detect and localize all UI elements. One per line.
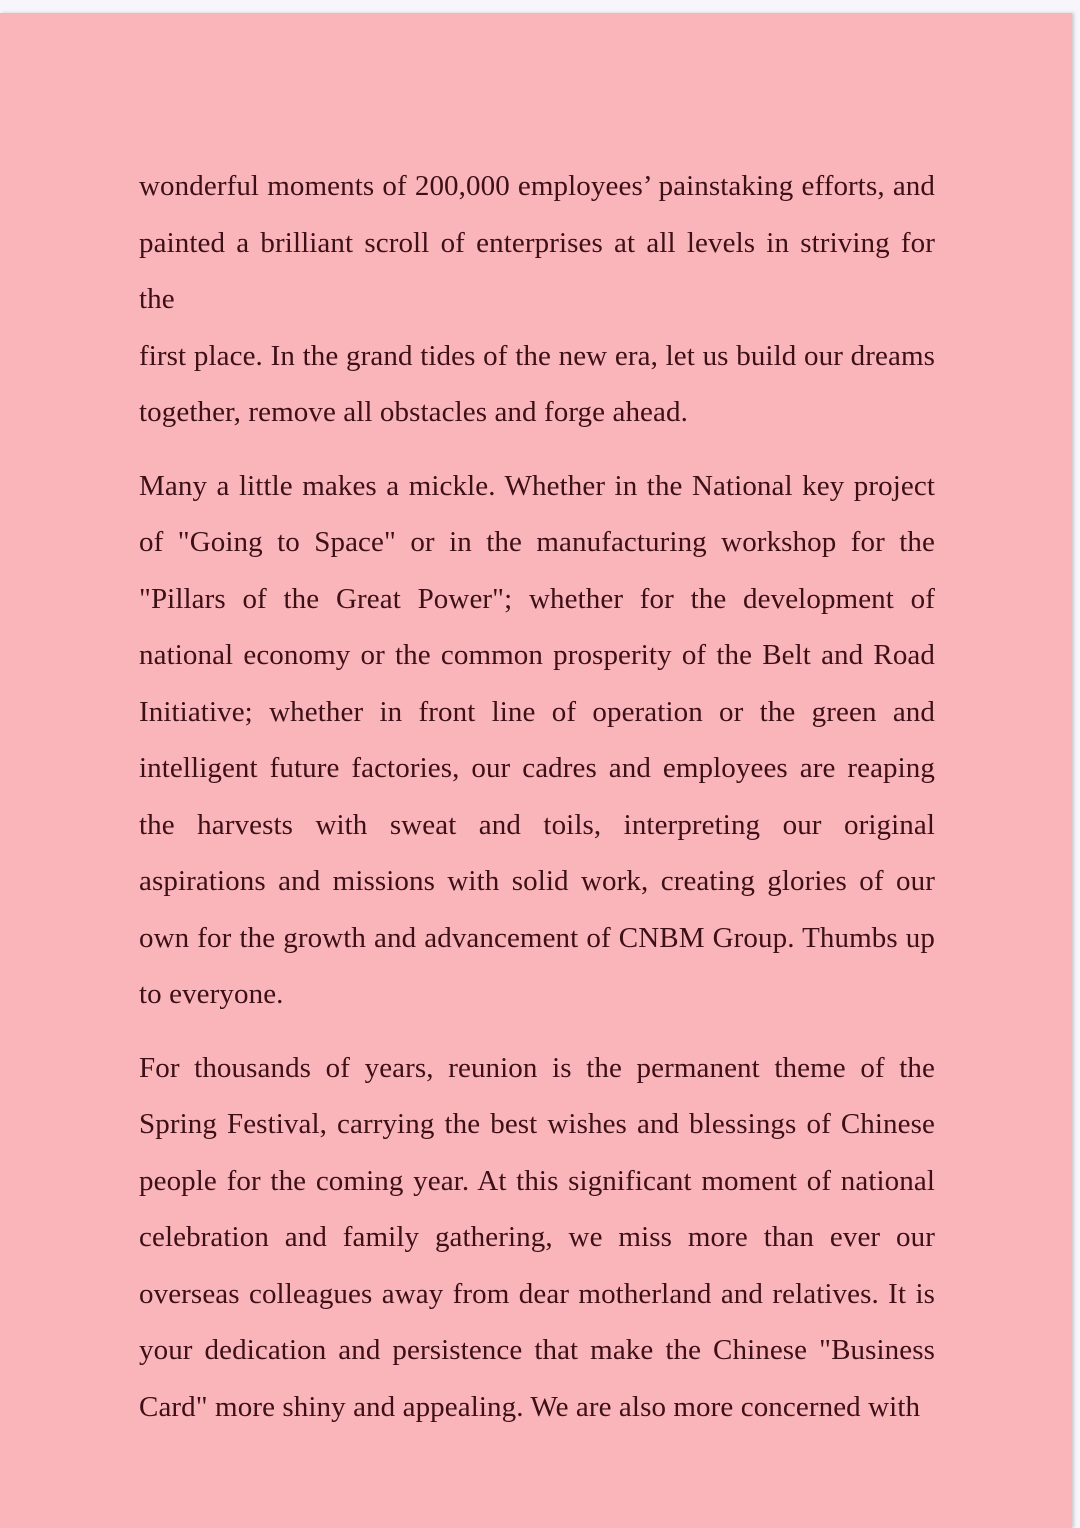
text-line: Initiative; whether in front line of operation or the green and xyxy=(139,695,935,728)
text-line: Many a little makes a mickle. Whether in the National key project xyxy=(139,469,935,502)
text-line: together, remove all obstacles and forge ahead. xyxy=(139,396,688,428)
text-line: to everyone. xyxy=(139,978,284,1010)
text-line: your dedication and persistence that make the Chinese "Business xyxy=(139,1334,935,1366)
letter-text-block xyxy=(139,158,935,1435)
text-line: Card" more shiny and appealing. We are also more concerned with xyxy=(139,1390,921,1423)
pink-letter-sheet xyxy=(0,13,1072,1528)
text-line: "Pillars of the Great Power"; whether for the development of xyxy=(139,582,935,615)
text-line: overseas colleagues away from dear motherland and relatives. It is xyxy=(139,1277,935,1310)
text-line: own for the growth and advancement of CNBM Group. Thumbs up xyxy=(139,921,935,954)
text-line: of "Going to Space" or in the manufacturing workshop for the xyxy=(139,526,935,558)
text-line: wonderful moments of 200,000 employees’ painstaking efforts, and xyxy=(139,170,935,202)
text-line: celebration and family gathering, we miss more than ever our xyxy=(139,1221,935,1253)
text-line: intelligent future factories, our cadres and employees are reaping xyxy=(139,752,935,784)
text-line: first place. In the grand tides of the new era, let us build our dreams xyxy=(139,339,935,372)
text-line: aspirations and missions with solid work, creating glories of our xyxy=(139,865,935,897)
text-line: people for the coming year. At this significant moment of national xyxy=(139,1164,935,1197)
paragraph xyxy=(139,1040,935,1436)
text-line: Spring Festival, carrying the best wishes and blessings of Chinese xyxy=(139,1108,935,1140)
text-line: national economy or the common prosperity of the Belt and Road xyxy=(139,639,935,671)
paragraph xyxy=(139,458,935,1023)
paragraph xyxy=(139,158,935,441)
text-line: the harvests with sweat and toils, interpreting our original xyxy=(139,808,935,841)
text-line: For thousands of years, reunion is the permanent theme of the xyxy=(139,1051,935,1084)
text-line: painted a brilliant scroll of enterprises at all levels in striving for the xyxy=(139,226,935,315)
